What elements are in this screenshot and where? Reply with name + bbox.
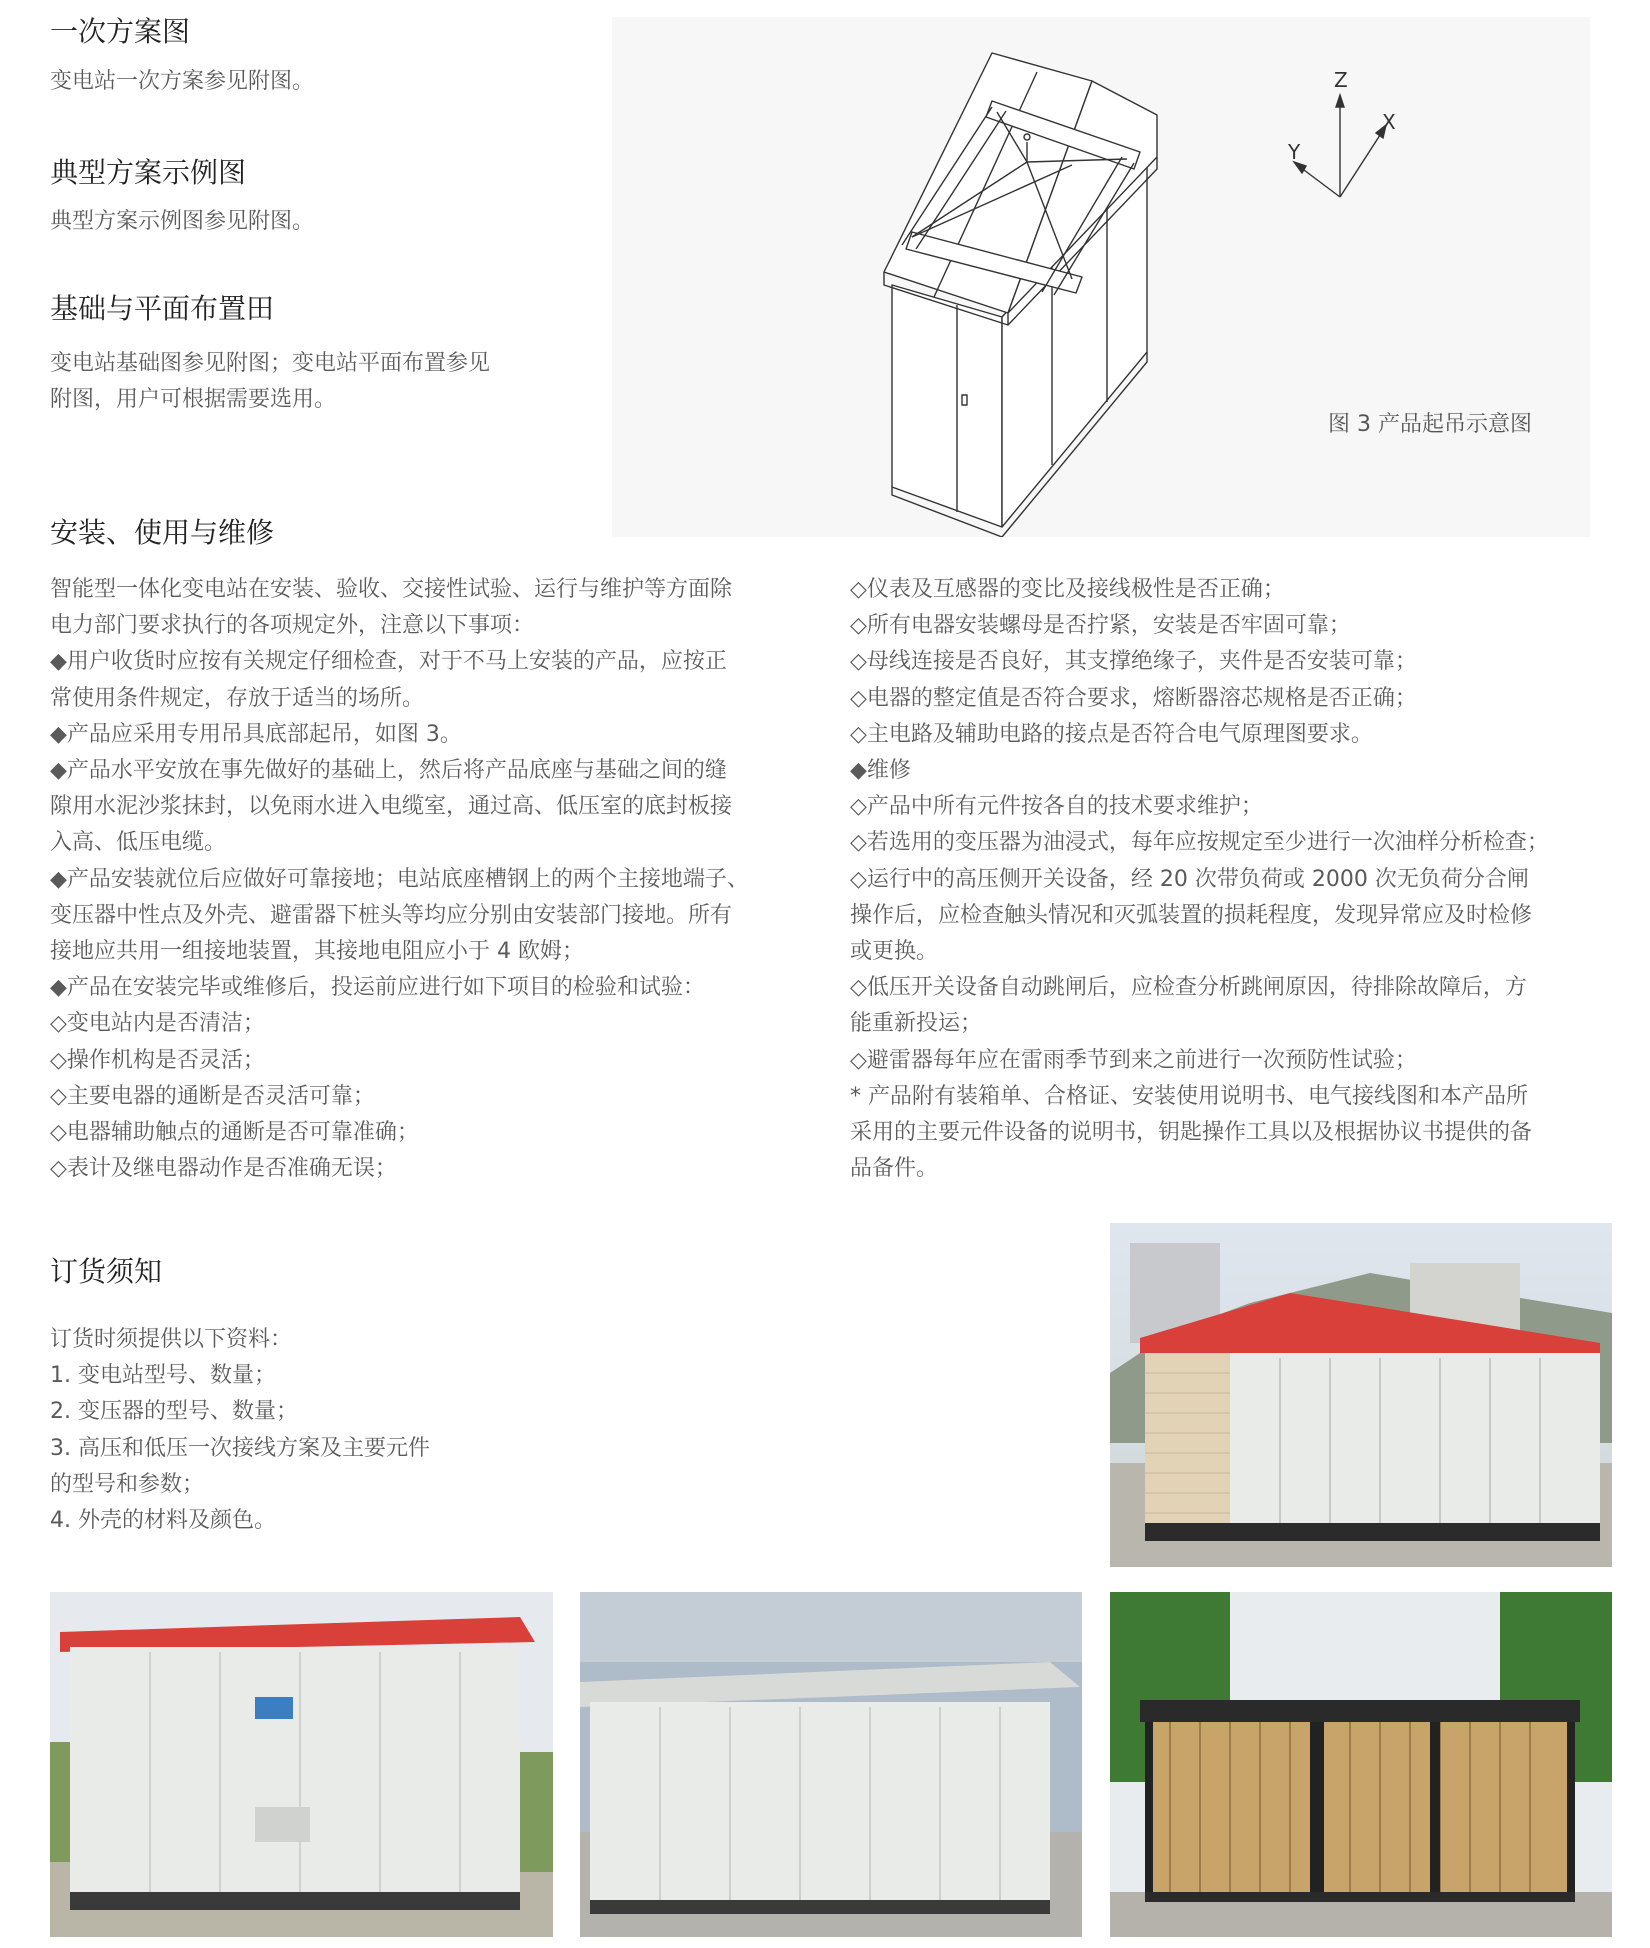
text-line: ◇仪表及互感器的变比及接线极性是否正确； [850,577,1285,602]
list-item: 订货时须提供以下资料： [50,1327,293,1352]
foundation-text [50,346,490,418]
substation-photo-white [580,1592,1082,1937]
text-line: ◇电器辅助触点的通断是否可靠准确； [50,1120,419,1146]
text-line: 智能型一体化变电站在安装、验收、交接性试验、运行与维护等方面除 [50,577,733,602]
axis-indicator [1294,95,1386,197]
list-item: 3. 高压和低压一次接线方案及主要元件 [50,1435,430,1461]
text-line: 电力部门要求执行的各项规定外，注意以下事项： [50,613,535,639]
text-line: 接地应共用一组接地装置，其接地电阻应小于 4 欧姆； [50,939,584,965]
text-line: ◆用户收货时应按有关规定仔细检查，对于不马上安装的产品，应按正 [50,649,727,675]
text-line: 变压器中性点及外壳、避雷器下桩头等均应分别由安装部门接地。所有 [50,902,733,928]
typical-scheme-text: 典型方案示例图参见附图。 [50,209,315,234]
primary-scheme-text: 变电站一次方案参见附图。 [50,69,315,94]
text-line: ◆产品水平安放在事先做好的基础上，然后将产品底座与基础之间的缝 [50,758,727,784]
figure-caption: 图 3 产品起吊示意图 [1328,412,1532,437]
text-line: ◇运行中的高压侧开关设备，经 20 次带负荷或 2000 次无负荷分合闸 [850,866,1529,892]
text-line: ◇主电路及辅助电路的接点是否符合电气原理图要求。 [850,721,1373,747]
lifting-diagram-drawing [612,17,1590,537]
substation-photo-red-roof [50,1592,553,1937]
installation-left-column [50,572,749,1187]
text-line: ◆产品安装就位后应做好可靠接地；电站底座槽钢上的两个主接地端子、 [50,866,749,892]
text-line: ◇操作机构是否灵活； [50,1047,265,1073]
text-line: 变电站基础图参见附图；变电站平面布置参见 [50,351,491,376]
list-item: 2. 变压器的型号、数量； [50,1399,298,1425]
lifting-diagram-figure [612,17,1590,537]
text-line: 隙用水泥沙浆抹封，以免雨水进入电缆室，通过高、低压室的底封板接 [50,794,733,820]
axis-label-z: Z [1334,68,1348,92]
text-line: 附图，用户可根据需要选用。 [50,387,337,413]
text-line: 常使用条件规定，存放于适当的场所。 [50,685,425,711]
text-line: 操作后，应检查触头情况和灭弧装置的损耗程度，发现异常应及时检修 [850,902,1533,928]
text-line: ◆产品应采用专用吊具底部起吊，如图 3。 [50,721,462,747]
text-line: ◆维修 [850,758,911,784]
section-title-ordering: 订货须知 [50,1255,163,1288]
text-line: ◇主要电器的通断是否灵活可靠； [50,1083,375,1109]
text-line: ◇变电站内是否清洁； [50,1011,265,1037]
axis-label-x: X [1382,110,1396,134]
text-line: 品备件。 [850,1156,939,1182]
text-line: 或更换。 [850,939,939,965]
text-line: ◇电器的整定值是否符合要求，熔断器溶芯规格是否正确； [850,685,1417,711]
text-line: ◇低压开关设备自动跳闸后，应检查分析跳闸原因，待排除故障后，方 [850,975,1527,1001]
ordering-list [50,1322,430,1539]
text-line: ◇表计及继电器动作是否准确无误； [50,1156,397,1182]
list-item: 的型号和参数； [50,1471,205,1497]
text-line: ◇母线连接是否良好，其支撑绝缘子，夹件是否安装可靠； [850,649,1417,675]
text-line: ◆产品在安装完毕或维修后，投运前应进行如下项目的检验和试验： [50,975,705,1001]
text-line: 入高、低压电缆。 [50,830,227,856]
text-line: 能重新投运； [850,1011,983,1037]
text-line: ◇避雷器每年应在雷雨季节到来之前进行一次预防性试验； [850,1047,1417,1073]
text-line: * 产品附有装箱单、合格证、安装使用说明书、电气接线图和本产品所 [850,1083,1528,1109]
installation-right-column [850,572,1549,1187]
axis-label-y: Y [1288,140,1301,164]
section-title-foundation: 基础与平面布置田 [50,292,275,325]
substation-photo-wood [1110,1592,1612,1937]
list-item: 4. 外壳的材料及颜色。 [50,1508,276,1534]
text-line: ◇产品中所有元件按各自的技术要求维护； [850,794,1263,820]
substation-photo-brick [1110,1223,1612,1567]
section-title-installation: 安装、使用与维修 [50,516,275,549]
text-line: ◇所有电器安装螺母是否拧紧，安装是否牢固可靠； [850,613,1351,639]
text-line: 采用的主要元件设备的说明书，钥匙操作工具以及根据协议书提供的备 [850,1120,1533,1146]
section-title-primary-scheme: 一次方案图 [50,15,191,48]
text-line: ◇若选用的变压器为油浸式，每年应按规定至少进行一次油样分析检查； [850,830,1549,856]
section-title-typical-scheme: 典型方案示例图 [50,156,247,189]
list-item: 1. 变电站型号、数量； [50,1363,276,1389]
